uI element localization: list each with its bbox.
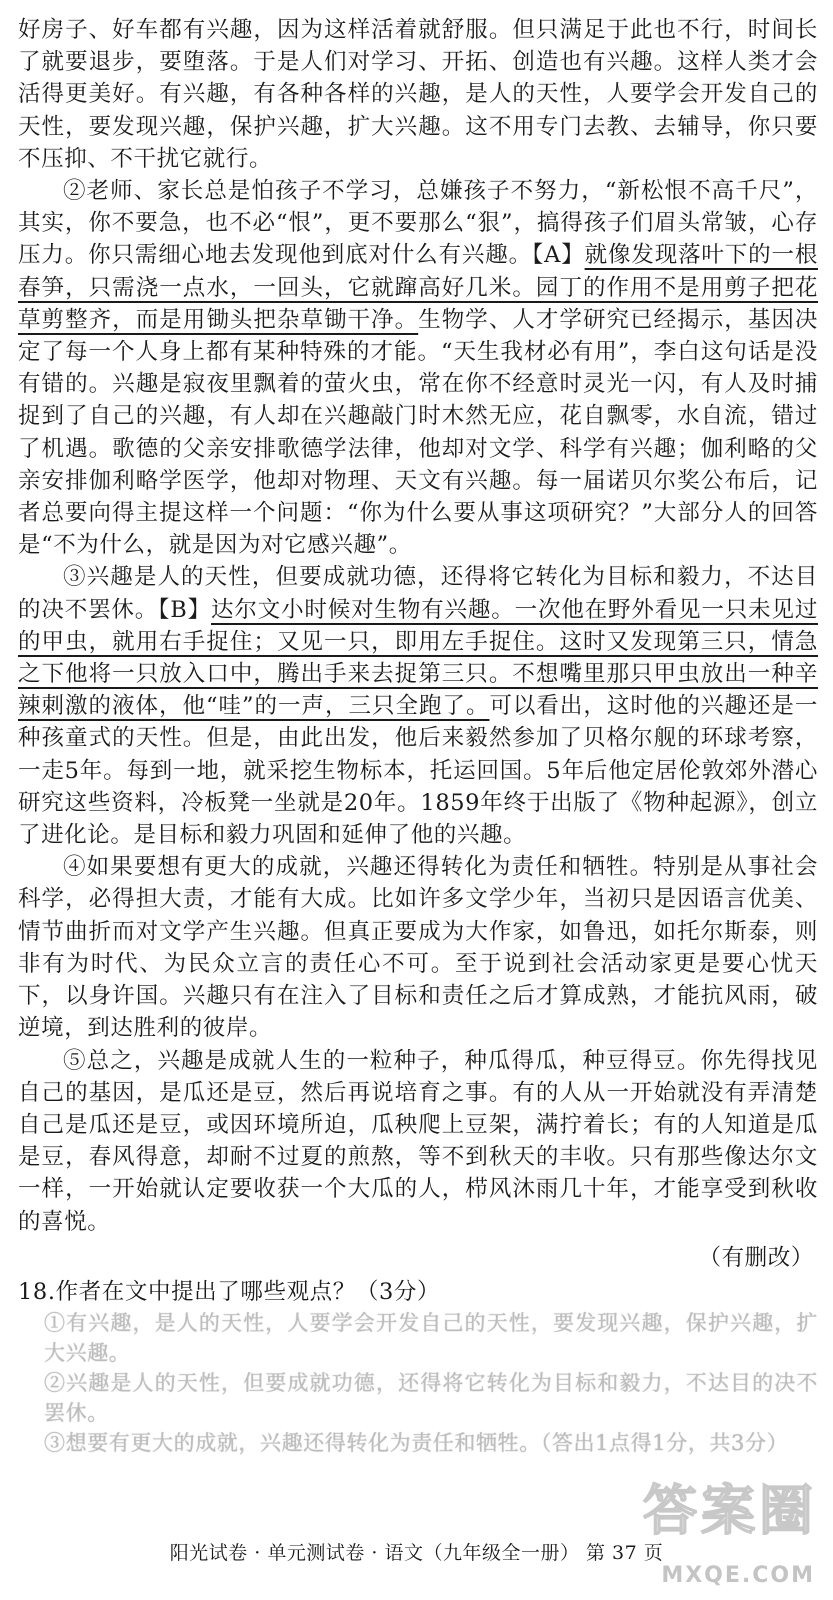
- answer-line: ②兴趣是人的天性，但要成就功德，还得将它转化为目标和毅力，不达目的决不罢休。: [44, 1371, 818, 1426]
- watermark-logo: [633, 1468, 823, 1588]
- underlined-sentence-b: 达尔文小时候对生物有兴趣。一次他在野外看见一只未见过的甲虫，就用右手捉住；又见一只，即用左手捉住。这时又发现第三只，情急之下他将一只放入口中，腾出手来去捉第三只。不想嘴里那只甲虫放出一种辛辣刺激的液体，他“哇”的一声，三只全跑了。: [18, 596, 818, 720]
- answer-line: ③想要有更大的成就，兴趣还得转化为责任和牺牲。（答出1点得1分，共3分）: [44, 1431, 789, 1456]
- watermark-url: MXQE.COM: [661, 1563, 815, 1588]
- paragraph-3: [18, 561, 818, 851]
- paragraph-3-text-b: 可以看出，这时他的兴趣还是一种孩童式的天性。但是，由此出发，他后来毅然参加了贝格尔舰的环球考察，一走5年。每到一地，就采挖生物标本，托运回国。5年后他定居伦敦郊外潜心研究这些资料，冷板凳一坐就是20年。1859年终于出版了《物种起源》，创立了进化论。是目标和毅力巩固和延伸了他的兴趣。: [18, 693, 818, 849]
- paragraph-4: ④如果要想有更大的成就，兴趣还得转化为责任和牺牲。特别是从事社会科学，必得担大责，才能有大成。比如许多文学少年，当初只是因语言优美、情节曲折而对文学产生兴趣。但真正要成为大作家，如鲁迅，如托尔斯泰，则非有为时代、为民众立言的责任心不可。至于说到社会活动家更是要心忧天下，以身许国。兴趣只有在注入了目标和责任之后才算成熟，才能抗风雨，破逆境，到达胜利的彼岸。: [18, 854, 818, 1042]
- paragraph-2-text-b: 生物学、人才学研究已经揭示，基因决定了每一个人身上都有某种特殊的才能。“天生我材必有用”，李白这句话是没有错的。兴趣是寂夜里飘着的萤火虫，常在你不经意时灵光一闪，有人及时捕捉到了自己的兴趣，有人却在兴趣敲门时木然无应，花自飘零，水自流，错过了机遇。歌德的父亲安排歌德学法律，他却对文学、科学有兴趣；伽利略的父亲安排伽利略学医学，他却对物理、天文有兴趣。每一届诺贝尔奖公布后，记者总要向得主提这样一个问题：“你为什么要从事这项研究？”大部分人的回答是“不为什么，就是因为对它感兴趣”。: [18, 306, 818, 559]
- paragraph-3-text-a: ③兴趣是人的天性，但要成就功德，还得将它转化为目标和毅力，不达目的决不罢休。: [18, 564, 818, 623]
- question-18: 18.作者在文中提出了哪些观点？（3分）: [18, 1278, 441, 1305]
- watermark-glyphs: 答案圈: [643, 1479, 817, 1542]
- marker-b: 【B】: [158, 596, 211, 623]
- source-note: （有删改）: [698, 1244, 814, 1271]
- passage: [18, 14, 818, 1458]
- marker-a: 【A】: [532, 242, 585, 269]
- underlined-sentence-a: 就像发现落叶下的一根春笋，只需浇一点水，一回头，它就蹿高好几米。园丁的作用不是用剪子把花草剪整齐，而是用锄头把杂草锄干净。: [18, 242, 818, 333]
- paragraph-continued: 好房子、好车都有兴趣，因为这样活着就舒服。但只满足于此也不行，时间长了就要退步，要堕落。于是人们对学习、开拓、创造也有兴趣。这样人类才会活得更美好。有兴趣，有各种各样的兴趣，是人的天性，人要学会开发自己的天性，要发现兴趣，保护兴趣，扩大兴趣。这不用专门去教、去辅导，你只要不压抑、不干扰它就行。: [18, 17, 818, 172]
- page-footer: 阳光试卷 · 单元测试卷 · 语文（九年级全一册） 第 37 页: [169, 1542, 664, 1564]
- answer-line: ①有兴趣，是人的天性，人要学会开发自己的天性，要发现兴趣，保护兴趣，扩大兴趣。: [44, 1311, 818, 1366]
- paragraph-2-text-a: ②老师、家长总是怕孩子不学习，总嫌孩子不努力，“新松恨不高千尺”，其实，你不要急，也不必“恨”，更不要那么“狠”，搞得孩子们眉头常皱，心存压力。你只需细心地去发现他到底对什么有兴趣。: [18, 178, 818, 269]
- paragraph-2: [18, 175, 818, 561]
- paragraph-5: ⑤总之，兴趣是成就人生的一粒种子，种瓜得瓜，种豆得豆。你先得找见自己的基因，是瓜还是豆，然后再说培育之事。有的人从一开始就没有弄清楚自己是瓜还是豆，或因环境所迫，瓜秧爬上豆架，满拧着长；有的人知道是瓜是豆，春风得意，却耐不过夏的煎熬，等不到秋天的丰收。只有那些像达尔文一样，一开始就认定要收获一个大瓜的人，栉风沐雨几十年，才能享受到秋收的喜悦。: [18, 1047, 818, 1235]
